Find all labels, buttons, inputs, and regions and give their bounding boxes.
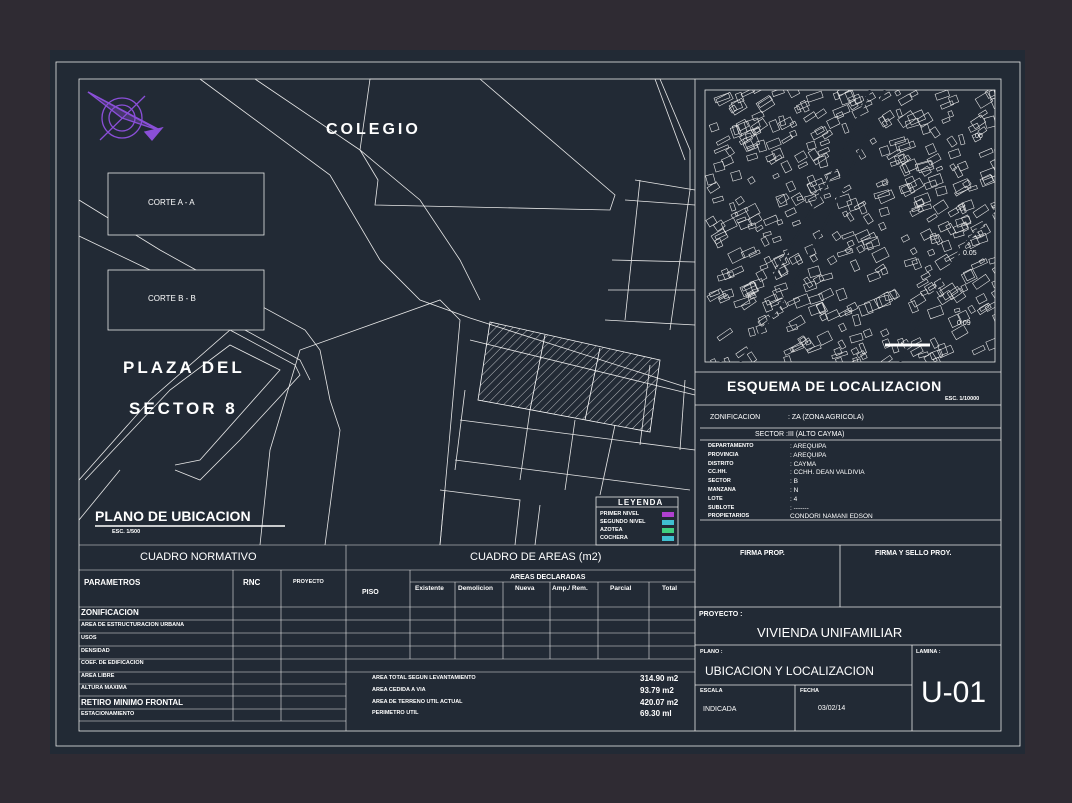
legend-swatch <box>662 536 674 541</box>
location-field-label: SECTOR <box>708 478 731 485</box>
areas-column-header: Amp./ Rem. <box>552 585 588 592</box>
proyecto-value: VIVIENDA UNIFAMILIAR <box>757 625 903 640</box>
plano-value: UBICACION Y LOCALIZACION <box>705 664 874 678</box>
location-field-value: : 4 <box>790 495 798 503</box>
location-field-label: PROPIETARIOS <box>708 513 750 520</box>
location-field-label: DISTRITO <box>708 460 734 467</box>
areas-column-header: Parcial <box>610 585 632 592</box>
proyecto-label: PROYECTO : <box>699 611 743 618</box>
plano-label: PLANO : <box>700 649 723 655</box>
legend-item-label: PRIMER NIVEL <box>600 511 640 517</box>
location-field-label: LOTE <box>708 495 723 502</box>
areas-summary-value: 93.79 m2 <box>640 686 674 695</box>
corte-a-label[interactable]: CORTE A - A <box>148 198 195 207</box>
normativo-row-label: AREA LIBRE <box>81 673 115 679</box>
areas-piso-label: PISO <box>362 589 379 596</box>
areas-summary-value: 69.30 ml <box>640 709 672 718</box>
areas-summary-value: 314.90 m2 <box>640 674 679 683</box>
areas-summary-label: AREA DE TERRENO UTIL ACTUAL <box>372 699 463 705</box>
colegio-block <box>360 79 615 210</box>
areas-summary-value: 420.07 m2 <box>640 698 679 707</box>
location-field-value: : N <box>790 487 799 494</box>
zonificacion-value: : ZA (ZONA AGRICOLA) <box>788 414 864 421</box>
normativo-header-proyecto: PROYECTO <box>293 579 324 585</box>
normativo-row-label: ZONIFICACION <box>81 608 139 617</box>
firma-proy-label: FIRMA Y SELLO PROY. <box>875 550 952 557</box>
normativo-row-label: ALTURA MAXIMA <box>81 685 127 691</box>
fecha-label: FECHA <box>800 688 819 694</box>
legend-item-label: COCHERA <box>600 535 628 541</box>
normativo-header-parametros: PARAMETROS <box>84 578 141 587</box>
road-edge <box>200 79 695 390</box>
location-field-value: : AREQUIPA <box>790 443 827 450</box>
corte-b-label[interactable]: CORTE B - B <box>148 294 196 303</box>
normativo-header-rnc: RNC <box>243 578 261 587</box>
sector-value: III (ALTO CAYMA) <box>788 431 845 438</box>
areas-title: CUADRO DE AREAS (m2) <box>470 551 602 563</box>
normativo-row-label: RETIRO MINIMO FRONTAL <box>81 698 184 707</box>
colegio-label: COLEGIO <box>326 121 421 138</box>
location-field-value: : CCHH. DEAN VALDIVIA <box>790 469 865 477</box>
lamina-value: U-01 <box>921 676 987 709</box>
normativo-row-label: COEF. DE EDIFICACION <box>81 660 144 666</box>
areas-summary-label: AREA TOTAL SEGUN LEVANTAMIENTO <box>372 675 476 681</box>
escala-label: ESCALA <box>700 688 723 694</box>
road-edge <box>255 79 480 300</box>
firma-prop-label: FIRMA PROP. <box>740 550 785 557</box>
lamina-label: LAMINA : <box>916 649 941 655</box>
areas-column-header: Existente <box>415 585 444 592</box>
map-block <box>995 92 1001 98</box>
areas-column-header: Nueva <box>515 585 535 592</box>
legend-swatch <box>662 520 674 525</box>
normativo-row-label: DENSIDAD <box>81 648 110 654</box>
map-mark-1: .00 <box>973 133 983 140</box>
location-field-label: SUBLOTE <box>708 504 735 511</box>
location-field-value: CONDORI NAMANI EDSON <box>790 513 873 521</box>
legend-item-label: SEGUNDO NIVEL <box>600 519 646 525</box>
areas-summary-label: AREA CEDIDA A VIA <box>372 687 426 693</box>
map-mark-3: 0.09 <box>957 320 971 327</box>
plaza-label-2: SECTOR 8 <box>129 399 238 418</box>
normativo-row-label: USOS <box>81 635 97 641</box>
location-field-value: : AREQUIPA <box>790 451 827 459</box>
fecha-value: 03/02/14 <box>818 705 846 712</box>
areas-declaradas-label: AREAS DECLARADAS <box>510 574 586 581</box>
legend-item-label: AZOTEA <box>600 527 623 533</box>
map-block <box>995 147 1005 156</box>
plaza-label-1: PLAZA DEL <box>123 358 245 377</box>
areas-summary-label: PERIMETRO UTIL <box>372 710 419 716</box>
legend-title: LEYENDA <box>618 498 664 507</box>
legend-swatch <box>662 528 674 533</box>
zonificacion-label: ZONIFICACION <box>710 414 761 421</box>
location-field-label: CC.HH. <box>708 469 727 476</box>
location-title: ESQUEMA DE LOCALIZACION <box>727 378 942 394</box>
escala-value: INDICADA <box>703 706 737 713</box>
plan-title: PLANO DE UBICACION <box>95 508 251 524</box>
location-field-label: MANZANA <box>708 487 736 493</box>
areas-column-header: Total <box>662 585 678 592</box>
normativo-row-label: AREA DE ESTRUCTURACION URBANA <box>81 622 185 628</box>
legend-swatch <box>662 512 674 517</box>
location-field-label: PROVINCIA <box>708 451 739 458</box>
normativo-row-label: ESTACIONAMIENTO <box>81 711 135 717</box>
plan-scale: ESC. 1/500 <box>112 529 141 535</box>
north-arrow-icon <box>88 92 162 140</box>
location-field-label: DEPARTAMENTO <box>708 443 754 449</box>
location-field-value: : CAYMA <box>790 460 817 468</box>
location-scale: ESC. 1/10000 <box>945 396 980 402</box>
sector-label: SECTOR : <box>755 431 788 438</box>
map-mark-2: 0.05 <box>963 250 977 257</box>
location-field-value: : B <box>790 478 798 486</box>
hatched-lot <box>478 322 660 432</box>
normativo-title: CUADRO NORMATIVO <box>140 551 257 563</box>
location-field-value: : ------- <box>790 504 809 512</box>
areas-column-header: Demolicion <box>458 585 494 592</box>
